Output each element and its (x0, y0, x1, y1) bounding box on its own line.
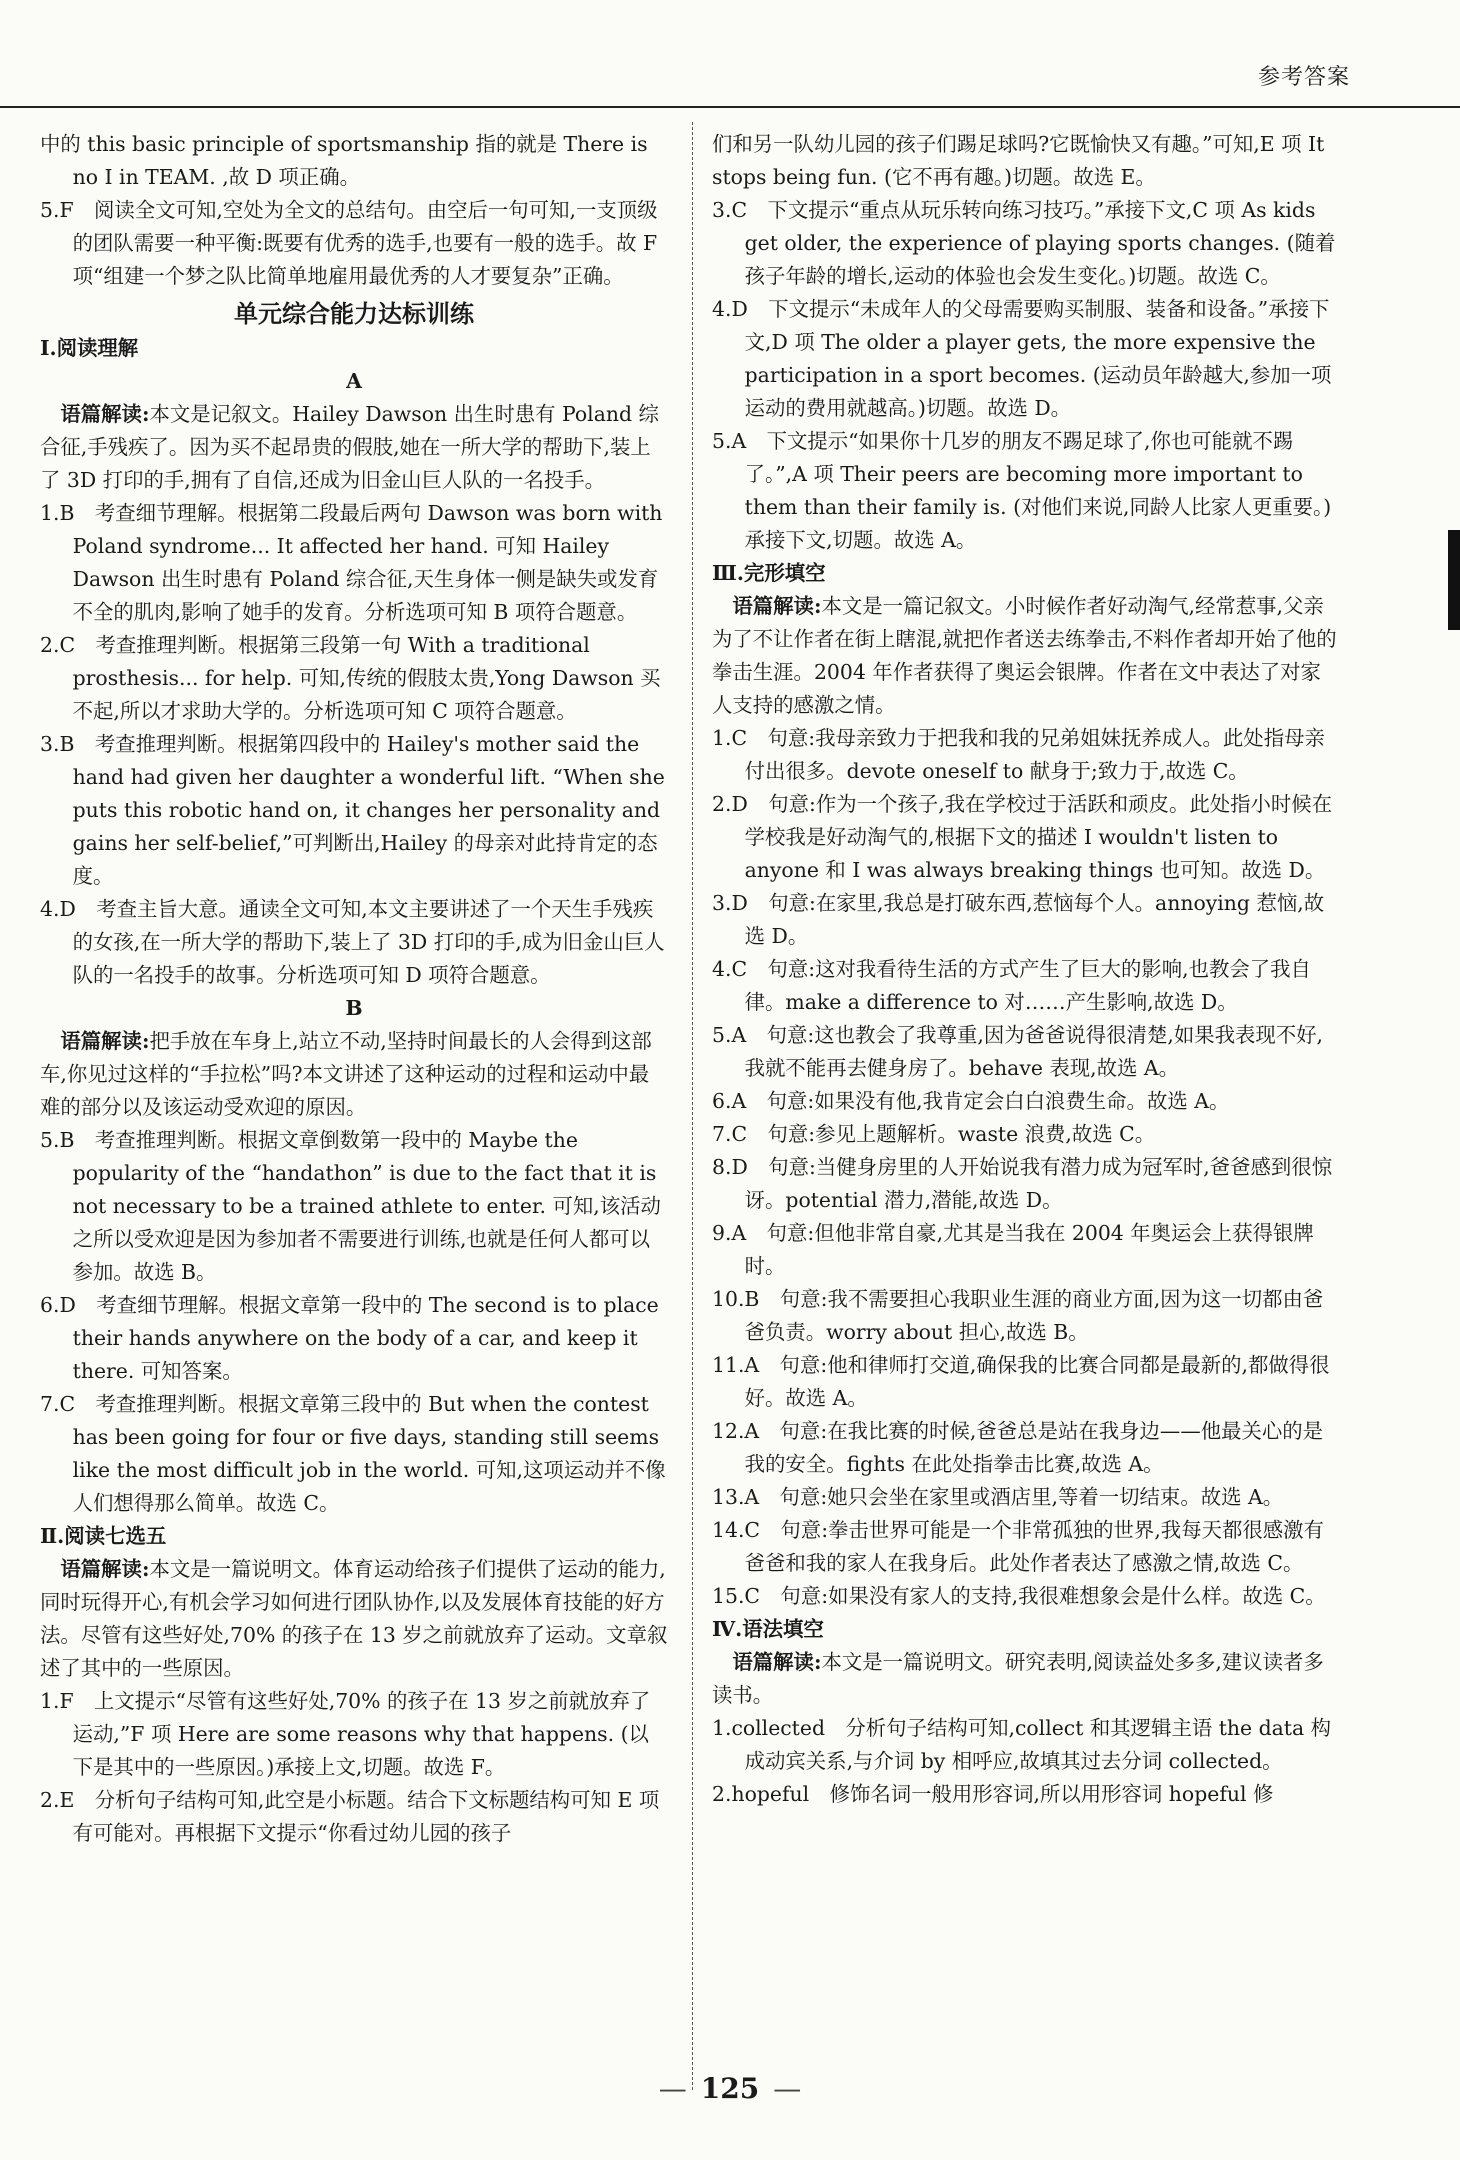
paragraph-text: 5.F 阅读全文可知,空处为全文的总结句。由空后一句可知,一支顶级的团队需要一种平衡:既要有优秀的选手,也要有一般的选手。故 F 项“组建一个梦之队比简单地雇用最优秀的人才要复杂”正确。 (40, 198, 658, 288)
paragraph-text: 1.B 考查细节理解。根据第二段最后两句 Dawson was born with Poland syndrome... It affected her hand. 可知 Hailey Dawson 出生时患有 Poland 综合征,天生身体一侧是缺失或发育不全的肌肉,影响了她手的发育。分析选项可知 B 项符合题意。 (40, 501, 663, 624)
passage-summary (40, 1025, 668, 1124)
running-header: 参考答案 (1257, 65, 1350, 90)
paragraph-text: 13.A 句意:她只会坐在家里或酒店里,等着一切结束。故选 A。 (712, 1485, 1284, 1509)
section-heading (712, 557, 1340, 590)
summary-label: 语篇解读: (60, 1029, 150, 1053)
paragraph-text: 2.C 考查推理判断。根据第三段第一句 With a traditional prosthesis... for help. 可知,传统的假肢太贵,Yong Dawson 买不起,所以才求助大学的。分析选项可知 C 项符合题意。 (40, 633, 661, 723)
paragraph-text: 7.C 句意:参见上题解析。waste 浪费,故选 C。 (712, 1122, 1156, 1146)
page-number: 125 (700, 2072, 760, 2105)
paragraph-text: Ⅲ.完形填空 (712, 561, 826, 585)
answer-paragraph (712, 425, 1340, 557)
right-column (712, 128, 1340, 1811)
answer-paragraph (40, 1289, 668, 1388)
paragraph-text: 14.C 句意:拳击世界可能是一个非常孤独的世界,我每天都很感激有爸爸和我的家人在我身后。此处作者表达了感激之情,故选 C。 (712, 1518, 1324, 1575)
answer-paragraph (40, 1685, 668, 1784)
paragraph-text: 6.A 句意:如果没有他,我肯定会白白浪费生命。故选 A。 (712, 1089, 1230, 1113)
passage-summary (40, 398, 668, 497)
paragraph-text: 2.E 分析句子结构可知,此空是小标题。结合下文标题结构可知 E 项有可能对。再根据下文提示“你看过幼儿园的孩子 (40, 1788, 660, 1845)
passage-summary (40, 1553, 668, 1685)
paragraph-text: 12.A 句意:在我比赛的时候,爸爸总是站在我身边——他最关心的是我的安全。fights 在此处指拳击比赛,故选 A。 (712, 1419, 1324, 1476)
paragraph-text: 10.B 句意:我不需要担心我职业生涯的商业方面,因为这一切都由爸爸负责。worry about 担心,故选 B。 (712, 1287, 1324, 1344)
answer-paragraph (40, 194, 668, 293)
answer-paragraph (712, 1481, 1340, 1514)
passage-summary (712, 1646, 1340, 1712)
paragraph-text: 1.collected 分析句子结构可知,collect 和其逻辑主语 the data 构成动宾关系,与介词 by 相呼应,故填其过去分词 collected。 (712, 1716, 1332, 1773)
answer-paragraph (712, 293, 1340, 425)
paragraph-text: 5.B 考查推理判断。根据文章倒数第一段中的 Maybe the popularity of the “handathon” is due to the fact that it is not necessary to be a trained athlete to enter. 可知,该活动之所以受欢迎是因为参加者不需要进行训练,也就是任何人都可以参加。故选 B。 (40, 1128, 661, 1284)
paragraph-text: 11.A 句意:他和律师打交道,确保我的比赛合同都是最新的,都做得很好。故选 A。 (712, 1353, 1330, 1410)
paragraph-text: 3.C 下文提示“重点从玩乐转向练习技巧。”承接下文,C 项 As kids get older, the experience of playing sports changes. (随着孩子年龄的增长,运动的体验也会发生变化。)切题。故选 C。 (712, 198, 1336, 288)
paragraph-text: A (346, 369, 362, 393)
paragraph-text: 2.D 句意:作为一个孩子,我在学校过于活跃和顽皮。此处指小时候在学校我是好动淘气的,根据下文的描述 I wouldn't listen to anyone 和 I was always breaking things 也可知。故选 D。 (712, 792, 1333, 882)
paragraph-text: 4.D 下文提示“未成年人的父母需要购买制服、装备和设备。”承接下文,D 项 The older a player gets, the more expensive the participation in a sport becomes. (运动员年龄越大,参加一项运动的费用就越高。)切题。故选 D。 (712, 297, 1332, 420)
answer-paragraph (712, 1217, 1340, 1283)
paragraph-text: 单元综合能力达标训练 (234, 299, 474, 328)
answer-paragraph (712, 1019, 1340, 1085)
paragraph-text: 本文是一篇记叙文。小时候作者好动淘气,经常惹事,父亲为了不让作者在街上瞎混,就把作者送去练拳击,不料作者却开始了他的拳击生涯。2004 年作者获得了奥运会银牌。作者在文中表达了对家人支持的感激之情。 (712, 594, 1337, 717)
passage-summary (712, 590, 1340, 722)
paragraph-text: 3.D 句意:在家里,我总是打破东西,惹恼每个人。annoying 惹恼,故选 D。 (712, 891, 1325, 948)
passage-label (40, 992, 668, 1025)
section-heading (40, 1520, 668, 1553)
answer-paragraph (40, 497, 668, 629)
answer-paragraph (712, 1118, 1340, 1151)
section-heading (712, 1613, 1340, 1646)
answer-paragraph (712, 953, 1340, 1019)
answer-paragraph (40, 1784, 668, 1850)
paragraph-text: 1.F 上文提示“尽管有这些好处,70% 的孩子在 13 岁之前就放弃了运动,”F 项 Here are some reasons why that happens. (以下是其中的一些原因。)承接上文,切题。故选 F。 (40, 1689, 651, 1779)
paragraph-text: 把手放在车身上,站立不动,坚持时间最长的人会得到这部车,你见过这样的“手拉松”吗?本文讲述了这种运动的过程和运动中最难的部分以及该运动受欢迎的原因。 (40, 1029, 652, 1119)
summary-label: 语篇解读: (732, 594, 822, 618)
paragraph-text: 本文是记叙文。Hailey Dawson 出生时患有 Poland 综合征,手残疾了。因为买不起昂贵的假肢,她在一所大学的帮助下,装上了 3D 打印的手,拥有了自信,还成为旧金山巨人队的一名投手。 (40, 402, 659, 492)
answer-paragraph (40, 629, 668, 728)
paragraph-text: 8.D 句意:当健身房里的人开始说我有潜力成为冠军时,爸爸感到很惊讶。potential 潜力,潜能,故选 D。 (712, 1155, 1333, 1212)
paragraph-text: B (345, 996, 363, 1020)
paragraph-text: Ⅰ.阅读理解 (40, 336, 139, 360)
answer-paragraph (712, 1151, 1340, 1217)
left-column (40, 128, 668, 1850)
paragraph-text: 1.C 句意:我母亲致力于把我和我的兄弟姐妹抚养成人。此处指母亲付出很多。devote oneself to 献身于;致力于,故选 C。 (712, 726, 1325, 783)
paragraph-text: Ⅱ.阅读七选五 (40, 1524, 167, 1548)
paragraph-text: 5.A 下文提示“如果你十几岁的朋友不踢足球了,你也可能就不踢了。”,A 项 Their peers are becoming more important to them than their family is. (对他们来说,同龄人比家人更重要。)承接下文,切题。故选 A。 (712, 429, 1332, 552)
unit-heading (40, 297, 668, 330)
answer-paragraph (712, 1349, 1340, 1415)
paragraph-text: 7.C 考查推理判断。根据文章第三段中的 But when the contest has been going for four or five days, standing still seems like the most difficult job in the world. 可知,这项运动并不像人们想得那么简单。故选 C。 (40, 1392, 666, 1515)
header-rule (0, 106, 1460, 108)
paragraph-text: 15.C 句意:如果没有家人的支持,我很难想象会是什么样。故选 C。 (712, 1584, 1326, 1608)
answer-paragraph (40, 728, 668, 893)
answer-paragraph (40, 893, 668, 992)
column-divider (692, 122, 693, 2090)
paragraph-text: Ⅳ.语法填空 (712, 1617, 824, 1641)
answer-paragraph (40, 1124, 668, 1289)
paragraph-text: 2.hopeful 修饰名词一般用形容词,所以用形容词 hopeful 修 (712, 1782, 1274, 1806)
summary-label: 语篇解读: (732, 1650, 822, 1674)
answer-paragraph (712, 887, 1340, 953)
answer-paragraph (40, 1388, 668, 1520)
answer-paragraph (712, 1283, 1340, 1349)
answer-paragraph (712, 1415, 1340, 1481)
paragraph-text: 9.A 句意:但他非常自豪,尤其是当我在 2004 年奥运会上获得银牌时。 (712, 1221, 1314, 1278)
paragraph-text: 3.B 考查推理判断。根据第四段中的 Hailey's mother said the hand had given her daughter a wonderful lift. “When she puts this robotic hand on, it changes her personality and gains her self-belief,”可判断出,Hailey 的母亲对此持肯定的态度。 (40, 732, 665, 888)
answer-paragraph (712, 722, 1340, 788)
paragraph-text: 们和另一队幼儿园的孩子们踢足球吗?它既愉快又有趣。”可知,E 项 It stops being fun. (它不再有趣。)切题。故选 E。 (712, 132, 1325, 189)
section-heading (40, 332, 668, 365)
answer-paragraph (712, 1778, 1340, 1811)
answer-paragraph (712, 788, 1340, 887)
answer-paragraph (712, 194, 1340, 293)
answer-paragraph (712, 128, 1340, 194)
answer-paragraph (712, 1712, 1340, 1778)
answer-paragraph (712, 1514, 1340, 1580)
page-edge-tab (1448, 530, 1460, 630)
paragraph-text: 本文是一篇说明文。体育运动给孩子们提供了运动的能力,同时玩得开心,有机会学习如何进行团队协作,以及发展体育技能的好方法。尽管有这些好处,70% 的孩子在 13 岁之前就放弃了运动。文章叙述了其中的一些原因。 (40, 1557, 668, 1680)
answer-paragraph (712, 1085, 1340, 1118)
answer-paragraph (712, 1580, 1340, 1613)
summary-label: 语篇解读: (60, 402, 150, 426)
paragraph-text: 5.A 句意:这也教会了我尊重,因为爸爸说得很清楚,如果我表现不好,我就不能再去健身房了。behave 表现,故选 A。 (712, 1023, 1324, 1080)
summary-label: 语篇解读: (60, 1557, 150, 1581)
paragraph-text: 本文是一篇说明文。研究表明,阅读益处多多,建议读者多读书。 (712, 1650, 1324, 1707)
passage-label (40, 365, 668, 398)
paragraph-text: 中的 this basic principle of sportsmanship 指的就是 There is no I in TEAM. ,故 D 项正确。 (40, 132, 648, 189)
paragraph-text: 6.D 考查细节理解。根据文章第一段中的 The second is to place their hands anywhere on the body of a car, and keep it there. 可知答案。 (40, 1293, 659, 1383)
paragraph-text: 4.D 考查主旨大意。通读全文可知,本文主要讲述了一个天生手残疾的女孩,在一所大学的帮助下,装上了 3D 打印的手,成为旧金山巨人队的一名投手的故事。分析选项可知 D 项符合题意。 (40, 897, 665, 987)
page-footer: — 125 — (658, 2072, 802, 2105)
paragraph-text: 4.C 句意:这对我看待生活的方式产生了巨大的影响,也教会了我自律。make a difference to 对……产生影响,故选 D。 (712, 957, 1311, 1014)
answer-paragraph (40, 128, 668, 194)
